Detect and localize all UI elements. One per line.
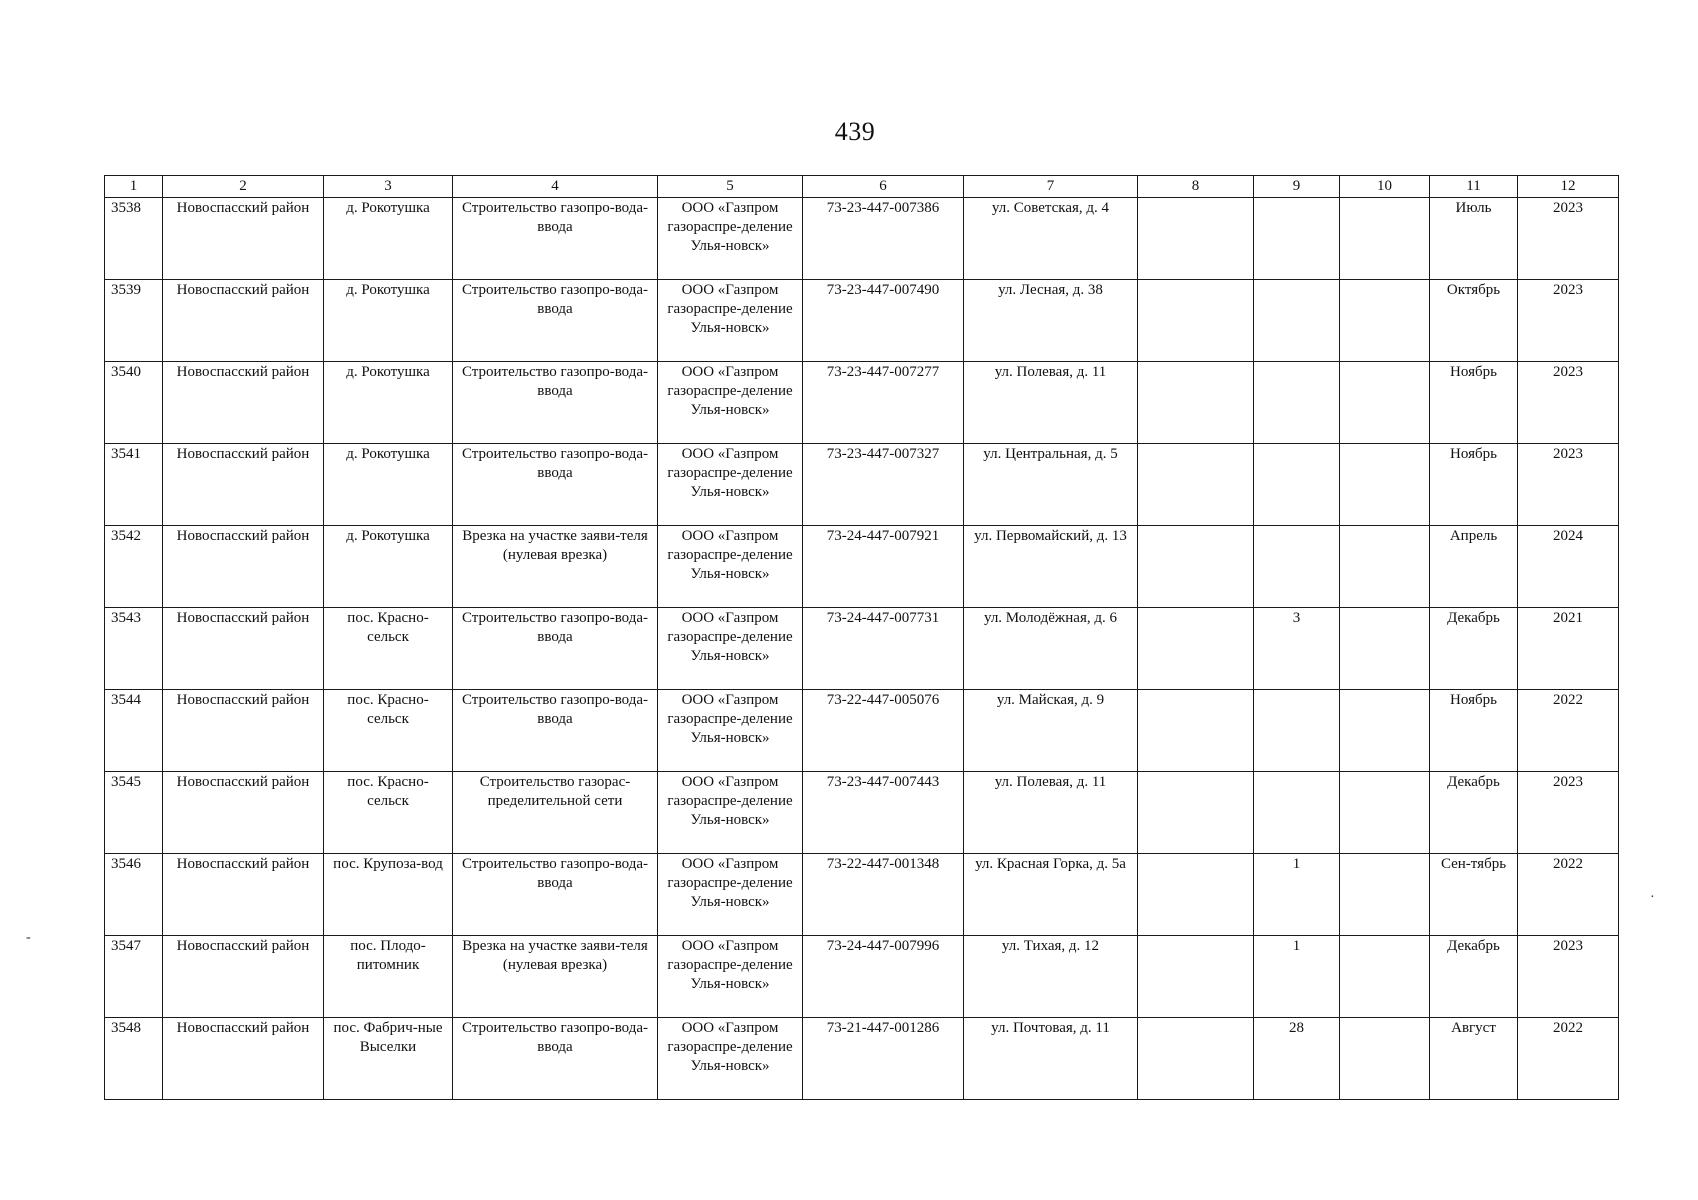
settlement-cell: д. Рокотушка	[324, 198, 453, 280]
table-row	[105, 854, 1619, 936]
object-code-cell: 73-22-447-001348	[803, 854, 964, 936]
address-cell: ул. Тихая, д. 12	[964, 936, 1138, 1018]
row-number-cell: 3546	[105, 854, 163, 936]
column-10-cell	[1340, 854, 1430, 936]
column-header: 1	[105, 176, 163, 198]
district-cell: Новоспасский район	[163, 772, 324, 854]
work-type-cell: Строительство газопро-вода-ввода	[453, 608, 658, 690]
settlement-cell: д. Рокотушка	[324, 526, 453, 608]
district-cell: Новоспасский район	[163, 362, 324, 444]
district-cell: Новоспасский район	[163, 854, 324, 936]
organization-cell: ООО «Газпром газораспре-деление Улья-новск»	[658, 1018, 803, 1100]
table-row	[105, 936, 1619, 1018]
organization-cell: ООО «Газпром газораспре-деление Улья-новск»	[658, 608, 803, 690]
column-10-cell	[1340, 772, 1430, 854]
table-row	[105, 444, 1619, 526]
year-cell: 2023	[1518, 936, 1619, 1018]
column-header: 11	[1430, 176, 1518, 198]
object-code-cell: 73-23-447-007490	[803, 280, 964, 362]
column-8-cell	[1138, 936, 1254, 1018]
work-type-cell: Строительство газопро-вода-ввода	[453, 444, 658, 526]
column-8-cell	[1138, 1018, 1254, 1100]
column-9-cell: 1	[1254, 854, 1340, 936]
column-10-cell	[1340, 280, 1430, 362]
column-9-cell	[1254, 280, 1340, 362]
address-cell: ул. Полевая, д. 11	[964, 772, 1138, 854]
organization-cell: ООО «Газпром газораспре-деление Улья-новск»	[658, 936, 803, 1018]
table-row	[105, 608, 1619, 690]
column-header: 9	[1254, 176, 1340, 198]
month-cell: Август	[1430, 1018, 1518, 1100]
row-number-cell: 3548	[105, 1018, 163, 1100]
address-cell: ул. Первомайский, д. 13	[964, 526, 1138, 608]
work-type-cell: Строительство газопро-вода-ввода	[453, 854, 658, 936]
year-cell: 2023	[1518, 198, 1619, 280]
organization-cell: ООО «Газпром газораспре-деление Улья-новск»	[658, 362, 803, 444]
organization-cell: ООО «Газпром газораспре-деление Улья-новск»	[658, 444, 803, 526]
column-9-cell	[1254, 362, 1340, 444]
year-cell: 2022	[1518, 690, 1619, 772]
column-9-cell	[1254, 444, 1340, 526]
column-10-cell	[1340, 608, 1430, 690]
work-type-cell: Строительство газопро-вода-ввода	[453, 690, 658, 772]
address-cell: ул. Красная Горка, д. 5а	[964, 854, 1138, 936]
organization-cell: ООО «Газпром газораспре-деление Улья-новск»	[658, 772, 803, 854]
row-number-cell: 3542	[105, 526, 163, 608]
address-cell: ул. Полевая, д. 11	[964, 362, 1138, 444]
district-cell: Новоспасский район	[163, 198, 324, 280]
organization-cell: ООО «Газпром газораспре-деление Улья-новск»	[658, 690, 803, 772]
table-row	[105, 198, 1619, 280]
year-cell: 2024	[1518, 526, 1619, 608]
address-cell: ул. Почтовая, д. 11	[964, 1018, 1138, 1100]
settlement-cell: пос. Красно-сельск	[324, 608, 453, 690]
column-8-cell	[1138, 280, 1254, 362]
row-number-cell: 3540	[105, 362, 163, 444]
column-header: 6	[803, 176, 964, 198]
work-type-cell: Строительство газопро-вода-ввода	[453, 198, 658, 280]
table-row	[105, 526, 1619, 608]
settlement-cell: д. Рокотушка	[324, 280, 453, 362]
settlement-cell: д. Рокотушка	[324, 444, 453, 526]
column-9-cell	[1254, 526, 1340, 608]
work-type-cell: Строительство газопро-вода-ввода	[453, 1018, 658, 1100]
table-row	[105, 690, 1619, 772]
object-code-cell: 73-23-447-007386	[803, 198, 964, 280]
column-10-cell	[1340, 362, 1430, 444]
column-8-cell	[1138, 690, 1254, 772]
district-cell: Новоспасский район	[163, 1018, 324, 1100]
column-9-cell	[1254, 690, 1340, 772]
address-cell: ул. Молодёжная, д. 6	[964, 608, 1138, 690]
address-cell: ул. Лесная, д. 38	[964, 280, 1138, 362]
month-cell: Апрель	[1430, 526, 1518, 608]
district-cell: Новоспасский район	[163, 690, 324, 772]
row-number-cell: 3541	[105, 444, 163, 526]
row-number-cell: 3538	[105, 198, 163, 280]
row-number-cell: 3543	[105, 608, 163, 690]
year-cell: 2022	[1518, 854, 1619, 936]
table-row	[105, 280, 1619, 362]
object-code-cell: 73-23-447-007327	[803, 444, 964, 526]
settlement-cell: пос. Красно-сельск	[324, 772, 453, 854]
month-cell: Сен-тябрь	[1430, 854, 1518, 936]
district-cell: Новоспасский район	[163, 444, 324, 526]
row-number-cell: 3539	[105, 280, 163, 362]
column-10-cell	[1340, 198, 1430, 280]
settlement-cell: пос. Красно-сельск	[324, 690, 453, 772]
work-type-cell: Врезка на участке заяви-теля (нулевая врезка)	[453, 936, 658, 1018]
district-cell: Новоспасский район	[163, 936, 324, 1018]
column-10-cell	[1340, 936, 1430, 1018]
scan-artifact: ‑	[26, 930, 31, 945]
organization-cell: ООО «Газпром газораспре-деление Улья-новск»	[658, 198, 803, 280]
organization-cell: ООО «Газпром газораспре-деление Улья-новск»	[658, 526, 803, 608]
object-code-cell: 73-23-447-007277	[803, 362, 964, 444]
page-number: 439	[834, 117, 876, 146]
month-cell: Ноябрь	[1430, 444, 1518, 526]
column-8-cell	[1138, 772, 1254, 854]
column-10-cell	[1340, 690, 1430, 772]
gasification-registry-table	[104, 175, 1619, 1100]
settlement-cell: пос. Фабрич-ные Выселки	[324, 1018, 453, 1100]
column-8-cell	[1138, 444, 1254, 526]
column-8-cell	[1138, 854, 1254, 936]
row-number-cell: 3545	[105, 772, 163, 854]
column-9-cell: 3	[1254, 608, 1340, 690]
column-8-cell	[1138, 608, 1254, 690]
registry-body	[105, 198, 1619, 1100]
column-9-cell	[1254, 198, 1340, 280]
object-code-cell: 73-24-447-007996	[803, 936, 964, 1018]
column-header: 5	[658, 176, 803, 198]
address-cell: ул. Майская, д. 9	[964, 690, 1138, 772]
scan-artifact: ·	[1650, 890, 1655, 905]
district-cell: Новоспасский район	[163, 526, 324, 608]
month-cell: Ноябрь	[1430, 362, 1518, 444]
column-9-cell	[1254, 772, 1340, 854]
district-cell: Новоспасский район	[163, 280, 324, 362]
column-number-row	[105, 176, 1619, 198]
column-header: 4	[453, 176, 658, 198]
object-code-cell: 73-24-447-007731	[803, 608, 964, 690]
organization-cell: ООО «Газпром газораспре-деление Улья-новск»	[658, 280, 803, 362]
column-10-cell	[1340, 1018, 1430, 1100]
year-cell: 2023	[1518, 362, 1619, 444]
column-header: 8	[1138, 176, 1254, 198]
table-row	[105, 362, 1619, 444]
object-code-cell: 73-22-447-005076	[803, 690, 964, 772]
column-header: 2	[163, 176, 324, 198]
year-cell: 2022	[1518, 1018, 1619, 1100]
work-type-cell: Строительство газорас-пределительной сети	[453, 772, 658, 854]
column-header: 3	[324, 176, 453, 198]
month-cell: Декабрь	[1430, 772, 1518, 854]
year-cell: 2021	[1518, 608, 1619, 690]
year-cell: 2023	[1518, 280, 1619, 362]
month-cell: Декабрь	[1430, 936, 1518, 1018]
column-header: 12	[1518, 176, 1619, 198]
column-header: 7	[964, 176, 1138, 198]
column-10-cell	[1340, 444, 1430, 526]
settlement-cell: пос. Крупоза-вод	[324, 854, 453, 936]
year-cell: 2023	[1518, 444, 1619, 526]
month-cell: Июль	[1430, 198, 1518, 280]
object-code-cell: 73-23-447-007443	[803, 772, 964, 854]
column-9-cell: 1	[1254, 936, 1340, 1018]
object-code-cell: 73-21-447-001286	[803, 1018, 964, 1100]
address-cell: ул. Центральная, д. 5	[964, 444, 1138, 526]
column-header: 10	[1340, 176, 1430, 198]
column-8-cell	[1138, 362, 1254, 444]
month-cell: Декабрь	[1430, 608, 1518, 690]
work-type-cell: Строительство газопро-вода-ввода	[453, 362, 658, 444]
column-8-cell	[1138, 198, 1254, 280]
row-number-cell: 3544	[105, 690, 163, 772]
work-type-cell: Строительство газопро-вода-ввода	[453, 280, 658, 362]
settlement-cell: пос. Плодо-питомник	[324, 936, 453, 1018]
object-code-cell: 73-24-447-007921	[803, 526, 964, 608]
row-number-cell: 3547	[105, 936, 163, 1018]
table-row	[105, 1018, 1619, 1100]
settlement-cell: д. Рокотушка	[324, 362, 453, 444]
district-cell: Новоспасский район	[163, 608, 324, 690]
work-type-cell: Врезка на участке заяви-теля (нулевая врезка)	[453, 526, 658, 608]
column-10-cell	[1340, 526, 1430, 608]
month-cell: Октябрь	[1430, 280, 1518, 362]
address-cell: ул. Советская, д. 4	[964, 198, 1138, 280]
year-cell: 2023	[1518, 772, 1619, 854]
organization-cell: ООО «Газпром газораспре-деление Улья-новск»	[658, 854, 803, 936]
month-cell: Ноябрь	[1430, 690, 1518, 772]
column-9-cell: 28	[1254, 1018, 1340, 1100]
column-8-cell	[1138, 526, 1254, 608]
table-row	[105, 772, 1619, 854]
